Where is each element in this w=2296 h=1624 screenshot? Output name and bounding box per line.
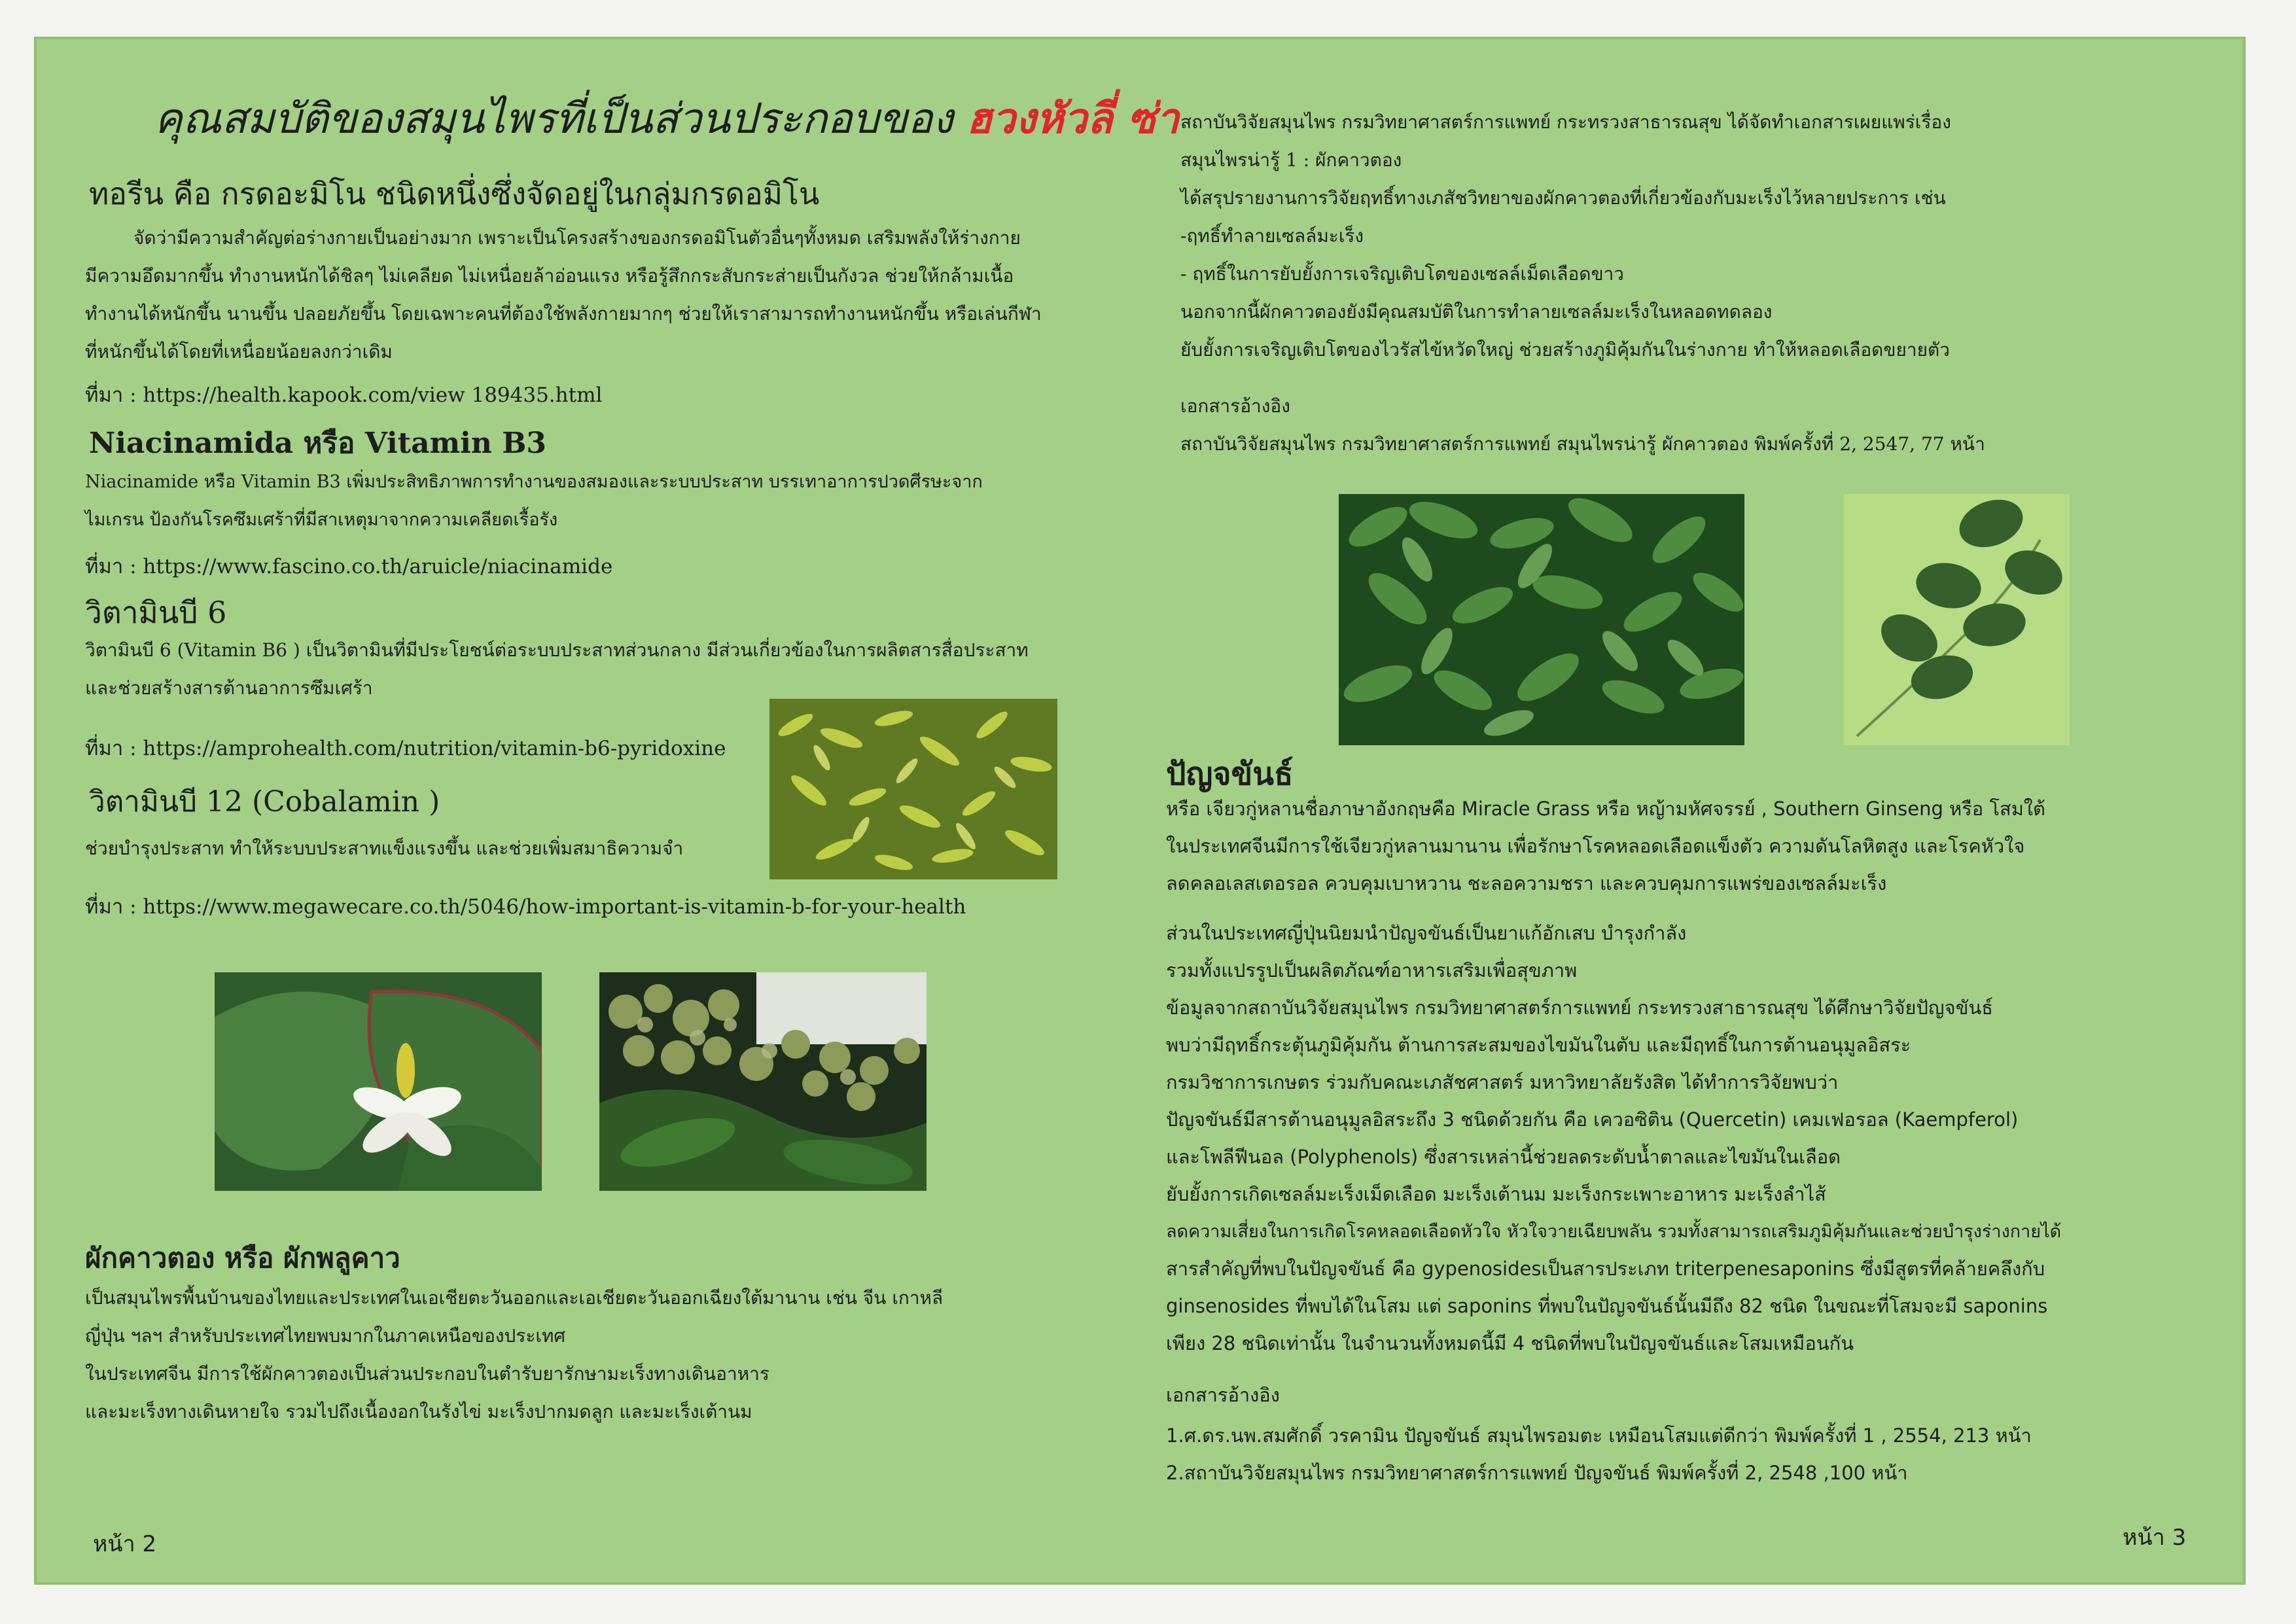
jiaogulan-detail-11: ginsenosides ที่พบได้ในโสม แต่ saponins ที่พบในปัญจขันธ์นั้นมีถึง 82 ชนิด ในขณะที่โสมจะมี saponins [1166,1295,2048,1317]
houttuynia-heading: ผักคาวตอง หรือ ผักพลูคาว [85,1242,400,1274]
jiaogulan-detail-9: ลดความเสี่ยงในการเกิดโรคหลอดเลือดหัวใจ หัวใจวายเฉียบพลัน รวมทั้งสามารถเสริมภูมิคุ้มกันและช่วยบำรุงร่างกายได้ [1166,1222,2062,1242]
dense-foliage-photo [599,972,927,1191]
jiaogulan-leaf-photo [1844,494,2070,745]
jiaogulan-heading: ปัญจขันธ์ [1166,756,1294,792]
page-title: คุณสมบัติของสมุนไพรที่เป็นส่วนประกอบของ ฮวงหัวลี่ ซ่า [154,94,1180,143]
research-line-1: สถาบันวิจัยสมุนไพร กรมวิทยาศาสตร์การแพทย์ กระทรวงสาธารณสุข ได้จัดทำเอกสารเผยแพร่เรื่อง [1180,111,1951,133]
taurine-line-2: มีความอึดมากขึ้น ทำงานหนักได้ชิลๆ ไม่เคลียด ไม่เหนื่อยล้าอ่อนแรง หรือรู้สึกกระสับกระส่ายเป็นกังวล ช่วยให้กล้ามเนื้อ [85,265,1014,287]
research-line-2: สมุนไพรน่ารู้ 1 : ผักคาวตอง [1180,149,1402,171]
research-line-4: -ฤทธิ์ทำลายเซลล์มะเร็ง [1180,225,1364,247]
taurine-line-3: ทำงานได้หนักขึ้น นานขึ้น ปลอยภัยขึ้น โดยเฉพาะคนที่ต้องใช้พลังกายมากๆ ช่วยให้เราสามารถทำงานหนักขึ้น หรือเล่นกีฬา [85,303,1042,325]
taurine-heading: ทอรีน คือ กรดอะมิโน ชนิดหนึ่งซึ่งจัดอยู่ในกลุ่มกรดอมิโน [89,176,820,211]
jiaogulan-line-3: ลดคลอเลสเตอรอล ควบคุมเบาหวาน ชะลอความชรา และควบคุมการแพร่ของเซลล์มะเร็ง [1166,872,1887,894]
jiaogulan-detail-4: พบว่ามีฤทธิ์กระตุ้นภูมิคุ้มกัน ต้านการสะสมของไขมันในตับ และมีฤทธิ์ในการต้านอนุมูลอิสระ [1166,1034,1911,1056]
jiaogulan-plants-photo [1339,494,1744,745]
jiaogulan-ref-title: เอกสารอ้างอิง [1166,1384,1280,1406]
b6-line-1: วิตามินบี 6 (Vitamin B6 ) เป็นวิตามินที่มีประโยชน์ต่อระบบประสาทส่วนกลาง มีส่วนเกี่ยวข้องในการผลิตสารสื่อประสาท [85,639,1029,661]
houttuynia-flower-photo [215,972,542,1191]
b12-heading: วิตามินบี 12 (Cobalamin ) [89,785,440,819]
jiaogulan-ref-1: 1.ศ.ดร.นพ.สมศักดิ์ วรคามิน ปัญจขันธ์ สมุนไพรอมตะ เหมือนโสมแต่ดีกว่า พิมพ์ครั้งที่ 1 , 2554, 213 หน้า [1166,1424,2032,1447]
jiaogulan-line-2: ในประเทศจีนมีการใช้เจียวกู่หลานมานาน เพื่อรักษาโรคหลอดเลือดแข็งตัว ความดันโลหิตสูง และโรคหัวใจ [1166,835,2025,857]
brand-name: ฮวงหัวลี่ ซ่า [966,94,1180,143]
jiaogulan-detail-7: และโพลีฟีนอล (Polyphenols) ซึ่งสารเหล่านี้ช่วยลดระดับน้ำตาลและไขมันในเลือด [1166,1146,1841,1168]
yellow-green-leaves-photo [769,699,1057,879]
taurine-line-4: ที่หนักขึ้นได้โดยที่เหนื่อยน้อยลงกว่าเดิม [85,341,393,362]
taurine-line-1: จัดว่ามีความสำคัญต่อร่างกายเป็นอย่างมาก เพราะเป็นโครงสร้างของกรดอมิโนตัวอื่นๆทั้งหมด เสริมพลังให้ร่างกาย [133,227,1021,249]
jiaogulan-detail-8: ยับยั้งการเกิดเซลล์มะเร็งเม็ดเลือด มะเร็งเต้านม มะเร็งกระเพาะอาหาร มะเร็งลำไส้ [1166,1183,1826,1205]
b6-source: ที่มา : https://amprohealth.com/nutrition/vitamin-b6-pyridoxine [85,737,726,760]
jiaogulan-line-1: หรือ เจียวกู่หลานชื่อภาษาอังกฤษคือ Miracle Grass หรือ หญ้ามหัศจรรย์ , Southern Ginseng หรือ โสมใต้ [1166,798,2045,820]
jiaogulan-detail-5: กรมวิชาการเกษตร ร่วมกับคณะเภสัชศาสตร์ มหาวิทยาลัยรังสิต ได้ทำการวิจัยพบว่า [1166,1071,1839,1093]
jiaogulan-ref-2: 2.สถาบันวิจัยสมุนไพร กรมวิทยาศาสตร์การแพทย์ ปัญจขันธ์ พิมพ์ครั้งที่ 2, 2548 ,100 หน้า [1166,1462,1908,1484]
jiaogulan-detail-10: สารสำคัญที่พบในปัญจขันธ์ คือ gypenosidesเป็นสารประเภท triterpenesaponins ซึ่งมีสูตรที่คล้ายคลึงกับ [1166,1258,2045,1280]
houttuynia-line-3: ในประเทศจีน มีการใช้ผักคาวตองเป็นส่วนประกอบในตำรับยารักษามะเร็งทางเดินอาหาร [85,1363,769,1385]
jiaogulan-detail-12: เพียง 28 ชนิดเท่านั้น ในจำนวนทั้งหมดนี้มี 4 ชนิดที่พบในปัญจขันธ์และโสมเหมือนกัน [1166,1332,1854,1354]
page-number-right: หน้า 3 [2123,1525,2187,1551]
taurine-source: ที่มา : https://health.kapook.com/view 189435.html [85,383,603,407]
niacin-line-1: Niacinamide หรือ Vitamin B3 เพิ่มประสิทธิภาพการทำงานของสมองและระบบประสาท บรรเทาอาการปวดศีรษะจาก [85,472,983,492]
b12-source: ที่มา : https://www.megawecare.co.th/5046/how-important-is-vitamin-b-for-your-health [85,895,966,919]
research-ref: สถาบันวิจัยสมุนไพร กรมวิทยาศาสตร์การแพทย์ สมุนไพรน่ารู้ ผักคาวตอง พิมพ์ครั้งที่ 2, 2547, 77 หน้า [1180,433,1985,455]
niacin-line-2: ไมเกรน ป้องกันโรคซึมเศร้าที่มีสาเหตุมาจากความเคลียดเรื้อรัง [85,510,558,530]
b6-heading: วิตามินบี 6 [85,595,227,630]
niacin-heading: Niacinamida หรือ Vitamin B3 [89,427,546,460]
jiaogulan-detail-2: รวมทั้งแปรรูปเป็นผลิตภัณฑ์อาหารเสริมเพื่อสุขภาพ [1166,959,1578,981]
brochure-spread [34,37,2246,1585]
b6-line-2: และช่วยสร้างสารต้านอาการซึมเศร้า [85,677,373,699]
houttuynia-line-4: และมะเร็งทางเดินหายใจ รวมไปถึงเนื้องอกในรังไข่ มะเร็งปากมดลูก และมะเร็งเต้านม [85,1401,752,1422]
jiaogulan-detail-6: ปัญจขันธ์มีสารต้านอนุมูลอิสระถึง 3 ชนิดด้วยกัน คือ เควอซิติน (Quercetin) เคมเฟอรอล (Kaempferol) [1166,1108,2019,1131]
research-line-3: ได้สรุปรายงานการวิจัยฤทธิ์ทางเภสัชวิทยาของผักคาวตองที่เกี่ยวข้องกับมะเร็งไว้หลายประการ เช่น [1180,187,1946,209]
houttuynia-line-2: ญี่ปุ่น ฯลฯ สำหรับประเทศไทยพบมากในภาคเหนือของประเทศ [85,1325,566,1347]
research-line-5: - ฤทธิ์ในการยับยั้งการเจริญเติบโตของเซลล์เม็ดเลือดขาว [1180,263,1625,285]
research-line-6: นอกจากนี้ผักคาวตองยังมีคุณสมบัติในการทำลายเซลล์มะเร็งในหลอดทดลอง [1180,301,1773,323]
research-ref-title: เอกสารอ้างอิง [1180,395,1290,417]
research-line-7: ยับยั้งการเจริญเติบโตของไวรัสไข้หวัดใหญ่ ช่วยสร้างภูมิคุ้มกันในร่างกาย ทำให้หลอดเลือดขยายตัว [1180,339,1950,361]
niacin-source: ที่มา : https://www.fascino.co.th/aruicle/niacinamide [85,555,613,578]
houttuynia-line-1: เป็นสมุนไพรพื้นบ้านของไทยและประเทศในเอเชียตะวันออกและเอเชียตะวันออกเฉียงใต้มานาน เช่น จีน เกาหลี [85,1287,944,1309]
jiaogulan-detail-1: ส่วนในประเทศญี่ปุ่นนิยมนำปัญจขันธ์เป็นยาแก้อักเสบ บำรุงกำลัง [1166,922,1687,944]
jiaogulan-detail-3: ข้อมูลจากสถาบันวิจัยสมุนไพร กรมวิทยาศาสตร์การแพทย์ กระทรวงสาธารณสุข ได้ศึกษาวิจัยปัญจขันธ์ [1166,997,1993,1019]
page-number-left: หน้า 2 [93,1531,157,1557]
b12-line: ช่วยบำรุงประสาท ทำให้ระบบประสาทแข็งแรงขึ้น และช่วยเพิ่มสมาธิความจำ [85,838,684,859]
